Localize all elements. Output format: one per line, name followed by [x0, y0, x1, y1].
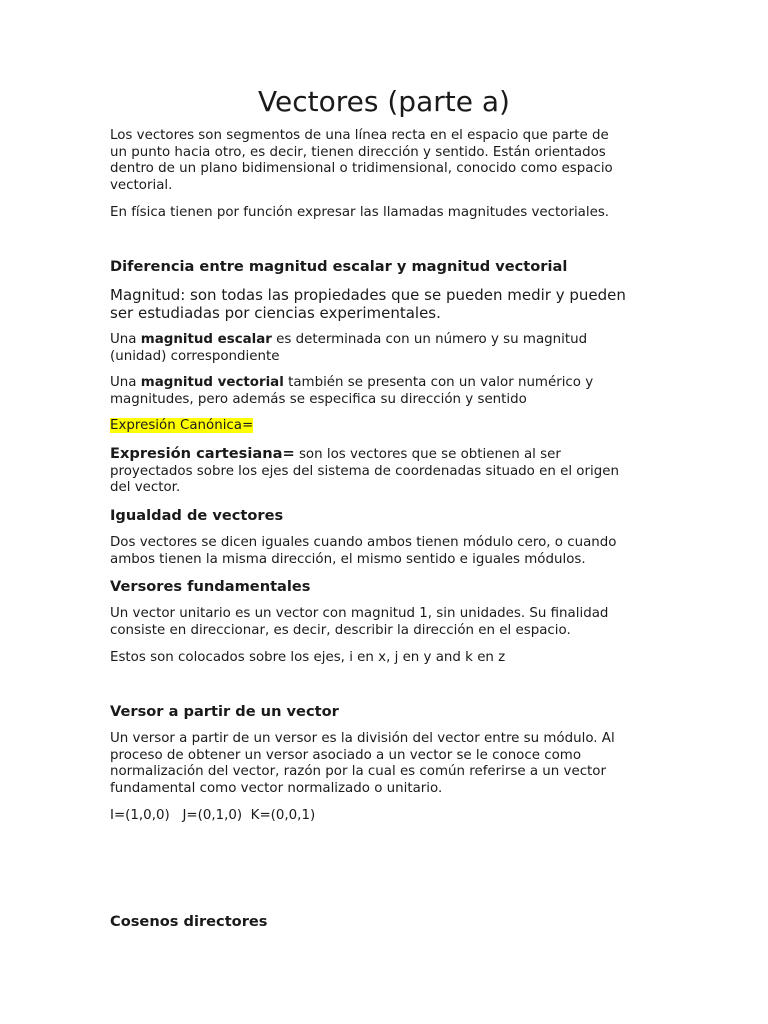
intro-paragraph: Los vectores son segmentos de una línea recta en el espacio que parte de un punto hacia otro, es decir, tienen dirección y sentido. Están orientados dentro de un plano bidimensional o tridimensional, conocido como espacio vectorial.: [110, 128, 613, 193]
estos-paragraph: Estos son colocados sobre los ejes, i en x, j en y and k en z: [110, 650, 506, 665]
heading-cosenos: Cosenos directores: [110, 913, 268, 930]
bold-term: magnitud vectorial: [140, 375, 284, 390]
bold-term: magnitud escalar: [140, 332, 272, 347]
heading-igualdad: Igualdad de vectores: [110, 507, 284, 524]
highlighted-text: Expresión Canónica=: [110, 418, 254, 433]
escalar-paragraph: [110, 332, 587, 365]
text: son los vectores que se obtienen al ser proyectados sobre los ejes del sistema de coordenadas situado en el origen del vector.: [110, 447, 619, 496]
igualdad-paragraph: Dos vectores se dicen iguales cuando ambos tienen módulo cero, o cuando ambos tienen la misma dirección, el mismo sentido e iguales módulos.: [110, 535, 617, 567]
magnitud-paragraph: Magnitud: son todas las propiedades que se pueden medir y pueden ser estudiadas por ciencias experimentales.: [110, 286, 626, 322]
text: Una: [110, 375, 141, 390]
heading-diferencia: Diferencia entre magnitud escalar y magnitud vectorial: [110, 258, 568, 275]
versores-paragraph: Un vector unitario es un vector con magnitud 1, sin unidades. Su finalidad consiste en direccionar, es decir, describir la dirección en el espacio.: [110, 606, 609, 638]
cartesiana-paragraph: [110, 446, 619, 497]
versor-vector-paragraph: Un versor a partir de un versor es la división del vector entre su módulo. Al proceso de obtener un versor asociado a un vector se le conoce como normalización del vector, razón por la cual es común referirse a un vector fundamental como vector normalizado o unitario.: [110, 731, 615, 796]
text: es determinada con un número y su magnitud (unidad) correspondiente: [110, 332, 588, 364]
heading-versores: Versores fundamentales: [110, 578, 311, 595]
unit-vectors: I=(1,0,0) J=(0,1,0) K=(0,0,1): [110, 808, 316, 823]
heading-versor-vector: Versor a partir de un vector: [110, 703, 339, 720]
text: también se presenta con un valor numérico y magnitudes, pero además se especifica su dirección y sentido: [110, 375, 594, 407]
text: Una: [110, 332, 141, 347]
canonica-paragraph: [110, 418, 253, 435]
bold-term: Expresión cartesiana=: [110, 445, 295, 462]
intro-paragraph-2: En física tienen por función expresar las llamadas magnitudes vectoriales.: [110, 205, 610, 220]
document-title: Vectores (parte a): [258, 85, 510, 118]
vectorial-paragraph: [110, 375, 593, 408]
